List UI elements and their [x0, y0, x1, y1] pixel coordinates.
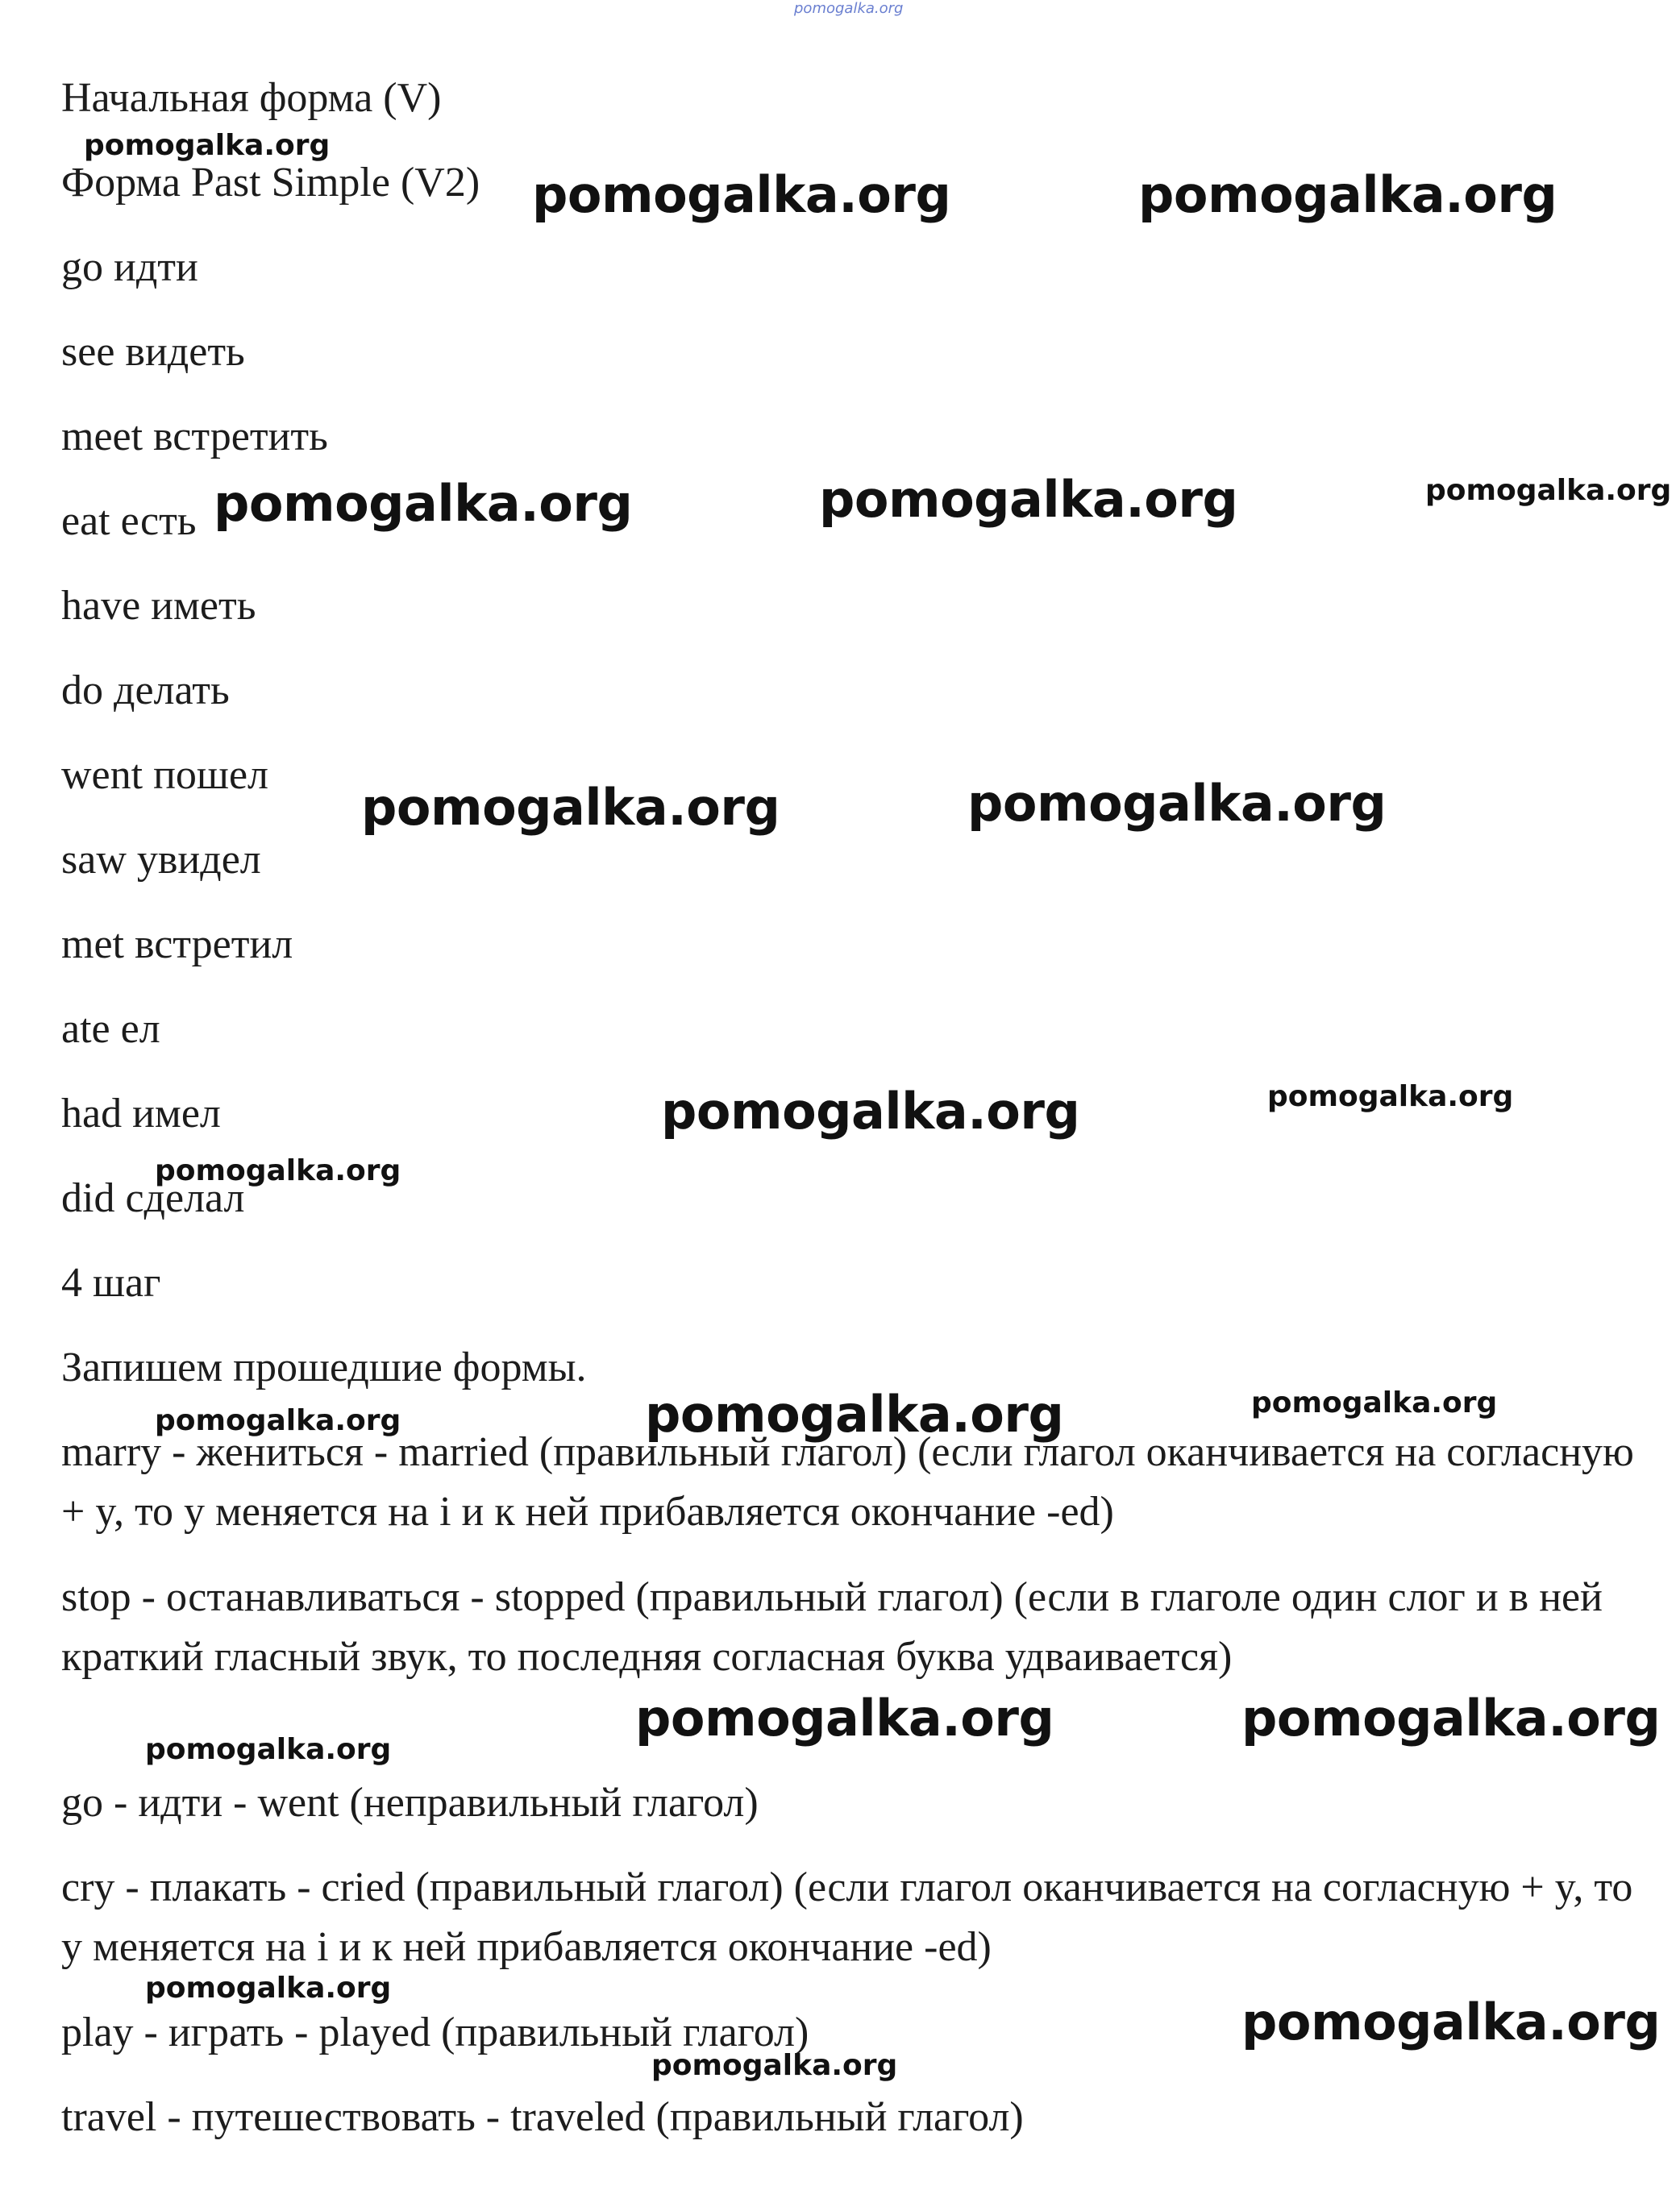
- text-line: eat есть: [61, 498, 197, 544]
- text-line: do делать: [61, 667, 230, 713]
- watermark: pomogalka.org: [145, 1972, 392, 2005]
- paragraph: marry - жениться - married (правильный глагол) (если глагол оканчивается на согласную + y, то y меняется на i и к ней прибавляется окончание -ed): [61, 1429, 1634, 1535]
- watermark: pomogalka.org: [651, 2049, 898, 2082]
- text-line: Начальная форма (V): [61, 75, 442, 121]
- text-line: 4 шаг: [61, 1260, 161, 1306]
- paragraph: travel - путешествовать - traveled (правильный глагол): [61, 2094, 1024, 2140]
- watermark: pomogalka.org: [1241, 1993, 1661, 2051]
- paragraph: stop - останавливаться - stopped (правильный глагол) (если в глаголе один слог и в ней краткий гласный звук, то последняя согласная буква удваивается): [61, 1574, 1603, 1680]
- watermark: pomogalka.org: [145, 1733, 392, 1766]
- text-line: ate ел: [61, 1006, 160, 1052]
- watermark: pomogalka.org: [1251, 1386, 1498, 1419]
- text-line: meet встретить: [61, 414, 328, 459]
- text-line: went пошел: [61, 752, 268, 798]
- paragraph: go - идти - went (неправильный глагол): [61, 1780, 759, 1826]
- watermark: pomogalka.org: [967, 774, 1387, 833]
- watermark: pomogalka.org: [1425, 474, 1672, 507]
- watermark: pomogalka.org: [1267, 1080, 1514, 1113]
- text-line: have иметь: [61, 583, 256, 629]
- header-watermark: pomogalka.org: [794, 0, 904, 17]
- watermark: pomogalka.org: [155, 1404, 401, 1437]
- paragraph: cry - плакать - cried (правильный глагол) (если глагол оканчивается на согласную + y, то y меняется на i и к ней прибавляется окончание -ed): [61, 1864, 1633, 1970]
- watermark: pomogalka.org: [532, 165, 951, 224]
- watermark: pomogalka.org: [155, 1154, 401, 1187]
- watermark: pomogalka.org: [214, 474, 633, 533]
- watermark: pomogalka.org: [661, 1082, 1080, 1141]
- text-line: met встретил: [61, 921, 293, 967]
- text-line: saw увидел: [61, 837, 261, 883]
- text-line: did сделал: [61, 1175, 245, 1221]
- watermark: pomogalka.org: [1241, 1689, 1661, 1748]
- watermark: pomogalka.org: [645, 1385, 1064, 1444]
- watermark: pomogalka.org: [819, 470, 1238, 529]
- watermark: pomogalka.org: [1138, 165, 1557, 224]
- text-line: go идти: [61, 244, 198, 290]
- paragraph: play - играть - played (правильный глагол): [61, 2010, 809, 2055]
- watermark: pomogalka.org: [361, 778, 780, 837]
- text-line: see видеть: [61, 329, 245, 375]
- text-line: Запишем прошедшие формы.: [61, 1345, 587, 1390]
- text-line: Форма Past Simple (V2): [61, 160, 480, 206]
- text-line: had имел: [61, 1091, 221, 1137]
- watermark: pomogalka.org: [84, 129, 331, 162]
- watermark: pomogalka.org: [635, 1689, 1054, 1748]
